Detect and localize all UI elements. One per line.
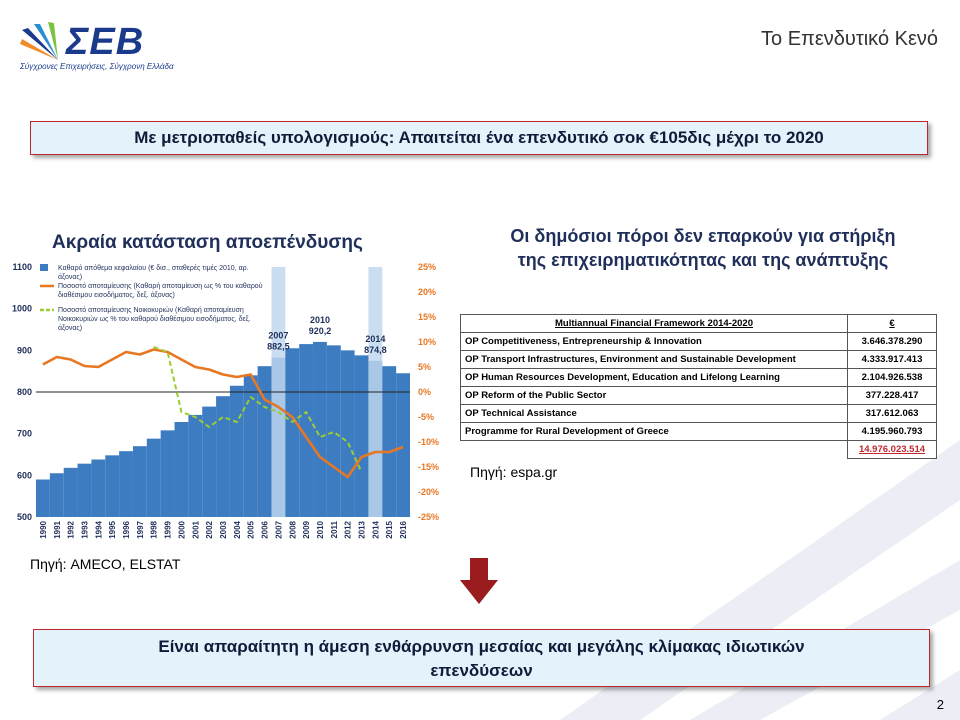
y-right-tick-label: 0%	[418, 387, 432, 397]
bottom-banner-line1: Είναι απαραίτητη η άμεση ενθάρρυνση μεσαίας και μεγάλης κλίμακας ιδιωτικών	[158, 637, 805, 656]
chart-bar	[382, 366, 396, 517]
x-tick-label: 2015	[385, 521, 395, 539]
page-number: 2	[936, 697, 944, 712]
table-row	[461, 351, 937, 369]
chart-bar	[64, 468, 78, 517]
y-left-tick-label: 900	[16, 345, 32, 356]
y-left-tick-label: 500	[16, 512, 32, 522]
chart-bar	[355, 355, 369, 517]
y-right-tick-label: -10%	[418, 437, 440, 447]
seb-logo	[18, 18, 178, 78]
table-title-line2: της επιχειρηματικότητας και της ανάπτυξης	[517, 250, 889, 270]
legend-label-line: Καθαρό απόθεμα κεφαλαίου (€ δισ., σταθερές τιμές 2010, αρ.	[58, 265, 249, 272]
x-tick-label: 1994	[94, 521, 104, 539]
table-source: Πηγή: espa.gr	[470, 464, 558, 480]
table-cell-name: OP Competitiveness, Entrepreneurship & Innovation	[461, 333, 848, 351]
legend-label-line: Ποσοστό αποταμίευσης Νοικοκυριών (Καθαρή αποταμίευση	[58, 307, 244, 314]
table-cell-name: OP Transport Infrastructures, Environment and Sustainable Development	[461, 351, 848, 369]
table-cell-value: 4.333.917.413	[848, 351, 937, 369]
x-tick-label: 2007	[274, 521, 284, 539]
chart-bar	[91, 460, 105, 518]
table-row	[461, 333, 937, 351]
chart-bar	[327, 345, 341, 517]
x-tick-label: 2002	[205, 521, 215, 539]
x-tick-label: 1997	[135, 521, 145, 539]
x-tick-label: 1999	[163, 521, 173, 539]
bottom-banner-line2: επενδύσεων	[430, 661, 533, 680]
x-tick-label: 2009	[302, 521, 312, 539]
chart-bar	[50, 473, 64, 517]
legend-label-line: Νοικοκυριών ως % του καθαρού διαθέσιμου εισοδήματος, δεξ.	[58, 316, 251, 323]
logo-rays-icon	[18, 20, 64, 64]
table-header-value: €	[848, 315, 937, 333]
y-right-tick-label: 20%	[418, 287, 437, 297]
chart-bar	[161, 430, 175, 517]
legend-label-line: άξονας)	[58, 274, 83, 281]
y-right-tick-label: 10%	[418, 337, 437, 347]
bottom-banner	[33, 629, 930, 687]
table-header-row	[461, 315, 937, 333]
chart-bar	[175, 422, 189, 517]
table-cell-value: 2.104.926.538	[848, 369, 937, 387]
x-tick-label: 2008	[288, 521, 298, 539]
y-left-tick-label: 1000	[11, 303, 32, 314]
table-row	[461, 423, 937, 441]
y-right-tick-label: 25%	[418, 262, 437, 272]
slide-title: Το Επενδυτικό Κενό	[761, 28, 938, 50]
x-tick-label: 1995	[108, 521, 118, 539]
logo-text: ΣΕΒ	[66, 21, 145, 63]
annotation-year: 2010	[309, 314, 330, 325]
chart-bar	[271, 358, 285, 517]
chart-bar	[396, 373, 410, 517]
chart-bar	[188, 415, 202, 517]
y-left-tick-label: 700	[16, 428, 32, 439]
y-left-tick-label: 600	[16, 470, 32, 481]
legend-swatch	[40, 264, 48, 271]
y-right-tick-label: -20%	[418, 487, 440, 497]
x-tick-label: 2016	[399, 521, 409, 539]
legend-label	[58, 264, 249, 281]
table-total-value: 14.976.023.514	[848, 441, 937, 459]
annotation-value: 920,2	[308, 325, 332, 336]
chart-bar	[147, 439, 161, 517]
chart-bar	[36, 480, 50, 518]
table-row	[461, 387, 937, 405]
x-tick-label: 2011	[329, 521, 339, 539]
table-cell-value: 3.646.378.290	[848, 333, 937, 351]
table-title	[458, 224, 948, 272]
table-cell-value: 4.195.960.793	[848, 423, 937, 441]
chart-bar	[105, 455, 119, 517]
down-arrow-icon	[460, 558, 498, 604]
table-cell-name: OP Technical Assistance	[461, 405, 848, 423]
x-tick-label: 1998	[149, 521, 159, 539]
x-tick-label: 2001	[191, 521, 201, 539]
y-right-tick-label: 15%	[418, 312, 437, 322]
x-tick-label: 2005	[246, 521, 256, 539]
y-right-tick-label: -15%	[418, 462, 440, 472]
top-banner: Με μετριοπαθείς υπολογισμούς: Απαιτείται ένα επενδυτικό σοκ €105δις μέχρι το 2020	[30, 121, 928, 155]
table-cell-name: OP Reform of the Public Sector	[461, 387, 848, 405]
legend-label-line: Ποσοστό αποταμίευσης (Καθαρή αποταμίευση ως % του καθαρού	[58, 283, 263, 290]
y-right-tick-label: -5%	[418, 412, 435, 422]
chart-bar	[216, 396, 230, 517]
table-cell-name: OP Human Resources Development, Education and Lifelong Learning	[461, 369, 848, 387]
x-tick-label: 2013	[357, 521, 367, 539]
logo-tagline: Σύγχρονες Επιχειρήσεις, Σύγχρονη Ελλάδα	[20, 62, 174, 71]
table-cell-value: 317.612.063	[848, 405, 937, 423]
chart-bar	[313, 342, 327, 517]
y-right-tick-label: 5%	[418, 362, 432, 372]
table-title-line1: Οι δημόσιοι πόροι δεν επαρκούν για στήριξη	[510, 226, 896, 246]
legend-label	[58, 282, 263, 299]
x-tick-label: 2000	[177, 521, 187, 539]
table-cell-value: 377.228.417	[848, 387, 937, 405]
x-tick-label: 1992	[66, 521, 76, 539]
chart-bar	[230, 386, 244, 517]
x-tick-label: 1990	[38, 521, 48, 539]
table-header-name: Multiannual Financial Framework 2014-2020	[461, 315, 848, 333]
table-cell-name: Programme for Rural Development of Greece	[461, 423, 848, 441]
x-tick-label: 2004	[232, 521, 242, 539]
x-tick-label: 1991	[52, 521, 62, 539]
chart-bar	[119, 451, 133, 517]
chart-source: Πηγή: AMECO, ELSTAT	[30, 556, 181, 572]
y-right-tick-label: -25%	[418, 512, 440, 522]
annotation-year: 2014	[365, 333, 386, 344]
y-left-tick-label: 1100	[12, 262, 32, 272]
chart-bar	[368, 361, 382, 517]
table-row	[461, 405, 937, 423]
table-total-spacer	[461, 441, 848, 459]
annotation-value: 882,5	[267, 341, 290, 352]
chart-bar	[78, 464, 92, 517]
legend-label-line: διαθέσιμου εισοδήματος, δεξ. άξονας)	[58, 292, 175, 299]
annotation-year: 2007	[268, 330, 289, 341]
table-row	[461, 369, 937, 387]
capital-stock-chart	[0, 255, 450, 545]
chart-bar	[341, 350, 355, 517]
chart-bar	[285, 348, 299, 517]
y-left-tick-label: 800	[16, 387, 32, 397]
x-tick-label: 2006	[260, 521, 270, 539]
x-tick-label: 2012	[343, 521, 353, 539]
x-tick-label: 1996	[122, 521, 132, 539]
chart-title: Ακραία κατάσταση αποεπένδυσης	[52, 232, 363, 253]
x-tick-label: 1993	[80, 521, 90, 539]
mff-table	[460, 314, 937, 459]
x-tick-label: 2003	[219, 521, 228, 539]
table-total-row	[461, 441, 937, 459]
annotation-value: 874,8	[364, 344, 387, 355]
x-tick-label: 2014	[371, 521, 381, 539]
x-tick-label: 2010	[315, 521, 325, 539]
chart-bar	[133, 446, 147, 517]
legend-label-line: άξονας)	[58, 325, 83, 332]
legend-label	[58, 306, 251, 332]
